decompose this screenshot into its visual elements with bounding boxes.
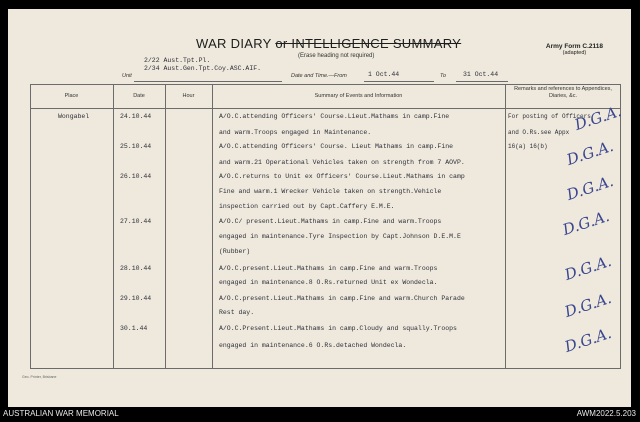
date-cell: 30.1.44: [120, 325, 148, 332]
col-border: [212, 84, 213, 369]
col-border: [113, 84, 114, 369]
remarks-cell: and O.Rs.see Appx: [508, 129, 570, 136]
summary-line: A/O.C.attending Officers' Course.Lieut.Mathams in camp.Fine: [219, 113, 450, 120]
summary-line: Rest day.: [219, 309, 255, 316]
unit-line-1: 2/22 Aust.Tpt.Pl.: [144, 57, 211, 64]
date-to-label: To: [440, 73, 446, 79]
table-bottom-border: [30, 368, 621, 369]
column-header-date: Date: [133, 93, 145, 99]
date-cell: 26.10.44: [120, 173, 152, 180]
col-border: [165, 84, 166, 369]
date-cell: 27.10.44: [120, 218, 152, 225]
signature: D.G.A.: [560, 207, 612, 239]
column-header-summary: Summary of Events and Information: [314, 93, 403, 99]
date-cell: 29.10.44: [120, 295, 152, 302]
remarks-cell: For posting of Officers: [508, 113, 591, 120]
summary-line: inspection carried out by Capt.Caffery E.M.E.: [219, 203, 395, 210]
printer-imprint: Geo. Printer, Brisbane: [22, 375, 57, 379]
column-header-hour: Hour: [182, 93, 195, 99]
summary-line: and warm.21 Operational Vehicles taken on strength from 7 AOVP.: [219, 159, 465, 166]
date-from-value: 1 Oct.44: [368, 71, 400, 78]
date-cell: 25.10.44: [120, 143, 152, 150]
page-title: WAR DIARY or INTELLIGENCE SUMMARY: [196, 36, 462, 51]
date-from-label: Date and Time.—From: [291, 73, 347, 79]
summary-line: engaged in maintenance.6 O.Rs.detached Wondecla.: [219, 342, 407, 349]
summary-line: and warm.Troops engaged in Maintenance.: [219, 129, 372, 136]
summary-line: engaged in maintenance.Tyre Inspection by Capt.Johnson D.E.M.E: [219, 233, 461, 240]
column-header-place: Place: [64, 93, 79, 99]
accession-number: AWM2022.5.203: [576, 409, 636, 418]
signature: D.G.A.: [564, 137, 616, 169]
summary-line: A/O.C.attending Officers' Course. Lieut Mathams in camp.Fine: [219, 143, 454, 150]
place-cell: Wongabel: [58, 113, 90, 120]
unit-label: Unit: [122, 73, 132, 79]
army-form-number: Army Form C.2118 (adapted): [545, 43, 603, 56]
remarks-cell: 16(a) 16(b): [508, 143, 548, 150]
summary-line: A/O.C.Present.Lieut.Mathams in camp.Cloudy and squally.Troops: [219, 325, 457, 332]
summary-line: A/O.C/ present.Lieut.Mathams in camp.Fine and warm.Troops: [219, 218, 442, 225]
summary-line: A/O.C.present.Lieut.Mathams in camp.Fine and warm.Church Parade: [219, 295, 465, 302]
archive-credit: AUSTRALIAN WAR MEMORIAL: [3, 409, 119, 418]
date-cell: 28.10.44: [120, 265, 152, 272]
date-cell: 24.10.44: [120, 113, 152, 120]
summary-line: A/O.C.present.Lieut.Mathams in camp.Fine and warm.Troops: [219, 265, 438, 272]
date-to-value: 31 Oct.44: [463, 71, 499, 78]
signature: D.G.A.: [562, 324, 614, 356]
signature: D.G.A.: [562, 252, 614, 284]
signature: D.G.A.: [562, 289, 614, 321]
col-border: [620, 84, 621, 369]
war-diary-page: [8, 9, 631, 407]
summary-line: Fine and warm.1 Wrecker Vehicle taken on strength.Vehicle: [219, 188, 442, 195]
summary-line: engaged in maintenance.8 O.Rs.returned Unit ex Wondecla.: [219, 279, 438, 286]
unit-rule: [134, 81, 282, 82]
from-rule: [364, 81, 434, 82]
erase-heading-note: (Erase heading not required): [298, 53, 375, 59]
table-top-border: [30, 84, 621, 85]
header-bottom-border: [30, 108, 621, 109]
to-rule: [456, 81, 508, 82]
unit-line-2: 2/34 Aust.Gen.Tpt.Coy.ASC.AIF.: [144, 65, 262, 72]
summary-line: (Rubber): [219, 248, 251, 255]
signature: D.G.A.: [564, 172, 616, 204]
column-header-remarks: Remarks and references to Appendices, Diaries, &c.: [514, 86, 612, 99]
signature: D.G.A.: [572, 102, 624, 134]
col-border: [30, 84, 31, 369]
summary-line: A/O.C.returns to Unit ex Officers' Course.Lieut.Mathams in camp: [219, 173, 465, 180]
col-border: [505, 84, 506, 369]
